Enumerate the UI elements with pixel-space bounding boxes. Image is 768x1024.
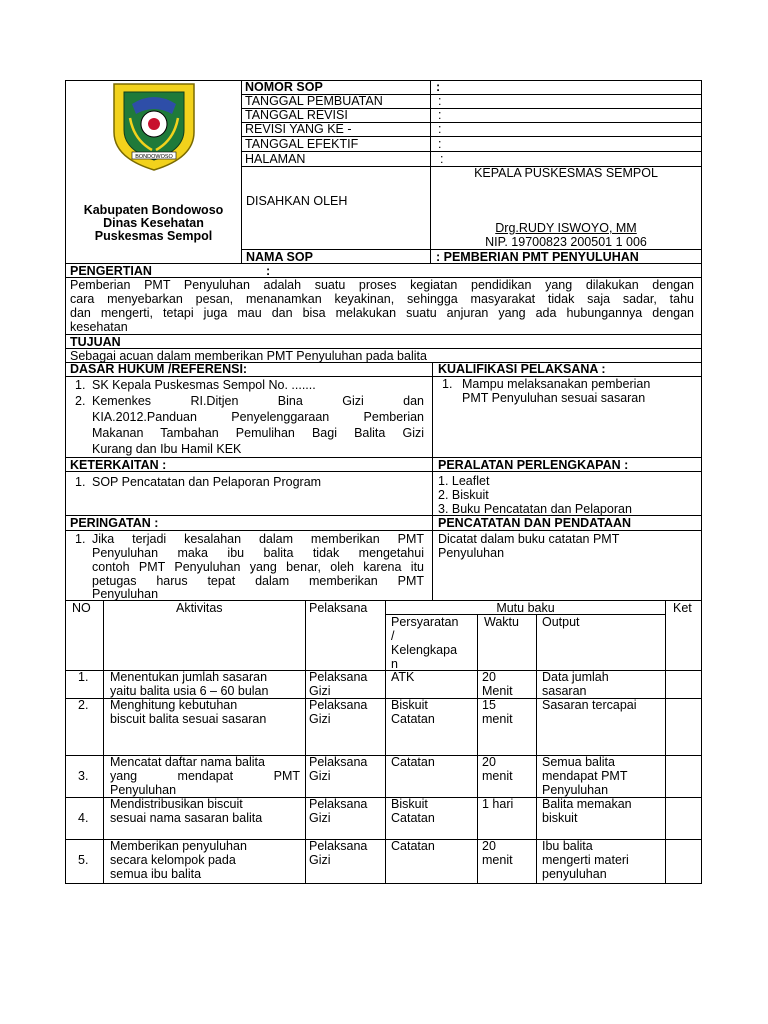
cell-aktivitas: Mencatat daftar nama balita [110, 755, 265, 769]
field-value-halaman: : [440, 152, 444, 166]
th-output: Output [542, 615, 580, 629]
cell-aktivitas: semua ibu balita [110, 867, 202, 881]
th-waktu: Waktu [484, 615, 519, 629]
cell-pelaksana: Gizi [309, 712, 331, 726]
cell-pelaksana: Gizi [309, 769, 331, 783]
kualifikasi-title: KUALIFIKASI PELAKSANA : [438, 362, 606, 376]
cell-no: 4. [78, 811, 89, 825]
cell-output: mendapat PMT [542, 769, 628, 783]
dasar-hukum-item-line: Makanan Tambahan Pemulihan Bagi Balita Gizi [92, 426, 424, 440]
th-aktivitas: Aktivitas [176, 601, 223, 615]
cell-persyaratan: Catatan [391, 811, 435, 825]
th-persyaratan: n [391, 657, 398, 671]
dasar-hukum-item-line: KIA.2012.Panduan Penyelenggaraan Pemberian [92, 410, 424, 424]
th-no: NO [72, 601, 91, 615]
field-label-tanggal-revisi: TANGGAL REVISI [245, 108, 348, 122]
th-persyaratan: Kelengkapa [391, 643, 458, 657]
pengertian-line: Pemberian PMT Penyuluhan adalah suatu proses kegiatan pendidikan yang dilakukan dengan [70, 278, 694, 292]
cell-aktivitas: biscuit balita sesuai sasaran [110, 712, 267, 726]
agency-unit: Puskesmas Sempol [94, 229, 213, 243]
pencatatan-line: Penyuluhan [438, 546, 505, 560]
field-value-revisi-ke: : [438, 122, 442, 136]
pengertian-line: kesehatan [70, 320, 128, 334]
kualifikasi-item-line: Mampu melaksanakan pemberian [462, 377, 651, 391]
cell-pelaksana: Gizi [309, 853, 331, 867]
dasar-hukum-item: SK Kepala Puskesmas Sempol No. ....... [92, 378, 316, 392]
sop-name-label: NAMA SOP [246, 250, 313, 264]
cell-pelaksana: Pelaksana [309, 797, 368, 811]
cell-persyaratan: Catatan [391, 755, 435, 769]
cell-output: Penyuluhan [542, 783, 609, 797]
cell-output: Sasaran tercapai [542, 698, 637, 712]
cell-aktivitas: Menentukan jumlah sasaran [110, 670, 268, 684]
field-value-tanggal-revisi: : [438, 108, 442, 122]
field-label-tanggal-pembuatan: TANGGAL PEMBUATAN [245, 94, 383, 108]
cell-output: Semua balita [542, 755, 615, 769]
field-value-nomor-sop: : [436, 80, 441, 94]
dasar-hukum-item-line: Kemenkes RI.Ditjen Bina Gizi dan [92, 394, 424, 408]
approver-name: Drg.RUDY ISWOYO, MM [495, 221, 637, 235]
cell-waktu: menit [482, 712, 513, 726]
cell-output: Data jumlah [542, 670, 609, 684]
approved-by-label: DISAHKAN OLEH [246, 194, 348, 208]
pencatatan-line: Dicatat dalam buku catatan PMT [438, 532, 620, 546]
cell-aktivitas: yang mendapat PMT [110, 769, 300, 783]
kualifikasi-item-line: PMT Penyuluhan sesuai sasaran [462, 391, 646, 405]
cell-aktivitas: Memberikan penyuluhan [110, 839, 247, 853]
pengertian-colon: : [266, 264, 271, 278]
cell-waktu: 20 [482, 755, 496, 769]
field-label-tanggal-efektif: TANGGAL EFEKTIF [245, 137, 359, 151]
dasar-hukum-num: 2. [75, 394, 86, 408]
bondowoso-logo [104, 74, 204, 174]
table-col-line [103, 600, 104, 884]
field-label-halaman: HALAMAN [245, 152, 306, 166]
approver-nip: NIP. 19700823 200501 1 006 [485, 235, 647, 249]
cell-pelaksana: Gizi [309, 811, 331, 825]
approver-title: KEPALA PUSKESMAS SEMPOL [474, 166, 658, 180]
cell-output: Balita memakan [542, 797, 632, 811]
peringatan-line: petugas harus tepat dalam memberikan PMT [92, 574, 424, 588]
field-value-tanggal-efektif: : [438, 137, 442, 151]
cell-waktu: Menit [482, 684, 513, 698]
cell-aktivitas: secara kelompok pada [110, 853, 236, 867]
cell-waktu: 20 [482, 839, 496, 853]
logo-caption: BONDOWOSO [135, 154, 173, 160]
peringatan-title: PERINGATAN : [70, 516, 159, 530]
cell-aktivitas: yaitu balita usia 6 – 60 bulan [110, 684, 269, 698]
pengertian-line: cara menyebarkan pesan, menanamkan keyakinan, sehingga masyarakat tidak saja sadar, tahu [70, 292, 694, 306]
kualifikasi-num: 1. [442, 377, 453, 391]
cell-persyaratan: Biskuit [391, 797, 428, 811]
peringatan-line: contoh PMT Penyuluhan yang benar, oleh karena itu [92, 560, 424, 574]
table-col-line [477, 614, 478, 884]
th-persyaratan: Persyaratan [391, 615, 459, 629]
dasar-hukum-num: 1. [75, 378, 86, 392]
cell-aktivitas: Mendistribusikan biscuit [110, 797, 243, 811]
field-label-nomor-sop: NOMOR SOP [245, 80, 323, 94]
keterkaitan-title: KETERKAITAN : [70, 458, 167, 472]
pengertian-title: PENGERTIAN [70, 264, 152, 278]
tujuan-title: TUJUAN [70, 335, 121, 349]
cell-waktu: 20 [482, 670, 496, 684]
peringatan-num: 1. [75, 532, 86, 546]
cell-aktivitas: sesuai nama sasaran balita [110, 811, 263, 825]
cell-persyaratan: Catatan [391, 839, 435, 853]
cell-no: 5. [78, 853, 89, 867]
peringatan-line: Penyuluhan maka ibu balita tidak mengetahui [92, 546, 424, 560]
cell-pelaksana: Gizi [309, 684, 331, 698]
agency-department: Dinas Kesehatan [103, 216, 204, 230]
peringatan-line: Penyuluhan [92, 587, 159, 601]
cell-persyaratan: ATK [391, 670, 415, 684]
border-right [701, 80, 702, 884]
cell-no: 1. [78, 670, 89, 684]
agency-name: Kabupaten Bondowoso [83, 203, 224, 217]
pengertian-line: dan mengerti, tetapi juga mau dan bisa melakukan suatu anjuran yang ada hubungannya dengan [70, 306, 694, 320]
cell-waktu: 1 hari [482, 797, 514, 811]
table-col-line [385, 600, 386, 884]
cell-no: 3. [78, 769, 89, 783]
pencatatan-title: PENCATATAN DAN PENDATAAN [438, 516, 632, 530]
header-row-line [241, 151, 702, 152]
dasar-hukum-title: DASAR HUKUM /REFERENSI: [70, 362, 248, 376]
cell-waktu: menit [482, 769, 513, 783]
section-line [65, 530, 702, 531]
field-value-tanggal-pembuatan: : [438, 94, 442, 108]
cell-aktivitas: Penyuluhan [110, 783, 177, 797]
cell-output: penyuluhan [542, 867, 607, 881]
th-pelaksana: Pelaksana [309, 601, 368, 615]
table-col-line [536, 614, 537, 884]
table-col-line [305, 600, 306, 884]
keterkaitan-num: 1. [75, 475, 86, 489]
peringatan-line: Jika terjadi kesalahan dalam memberikan PMT [92, 532, 424, 546]
cell-persyaratan: Catatan [391, 712, 435, 726]
cell-pelaksana: Pelaksana [309, 839, 368, 853]
cell-waktu: menit [482, 853, 513, 867]
cell-pelaksana: Pelaksana [309, 755, 368, 769]
cell-output: sasaran [542, 684, 587, 698]
peralatan-item: 3. Buku Pencatatan dan Pelaporan [438, 502, 632, 516]
cell-output: Ibu balita [542, 839, 593, 853]
cell-output: mengerti materi [542, 853, 629, 867]
cell-aktivitas: Menghitung kebutuhan [110, 698, 238, 712]
th-ket: Ket [673, 601, 692, 615]
tujuan-text: Sebagai acuan dalam memberikan PMT Penyuluhan pada balita [70, 349, 427, 363]
table-col-line [665, 600, 666, 884]
cell-persyaratan: Biskuit [391, 698, 428, 712]
cell-output: biskuit [542, 811, 578, 825]
cell-pelaksana: Pelaksana [309, 698, 368, 712]
cell-pelaksana: Pelaksana [309, 670, 368, 684]
th-persyaratan: / [391, 629, 395, 643]
peralatan-item: 2. Biskuit [438, 488, 489, 502]
peralatan-item: 1. Leaflet [438, 474, 490, 488]
cell-waktu: 15 [482, 698, 496, 712]
dasar-hukum-item-line: Kurang dan Ibu Hamil KEK [92, 442, 242, 456]
section-line [65, 334, 702, 335]
section-divider [432, 362, 433, 601]
border-left [65, 80, 66, 884]
keterkaitan-item: SOP Pencatatan dan Pelaporan Program [92, 475, 322, 489]
peralatan-title: PERALATAN PERLENGKAPAN : [438, 458, 629, 472]
border-bottom [65, 883, 702, 884]
th-mutu-baku: Mutu baku [496, 601, 555, 615]
field-label-revisi-ke: REVISI YANG KE - [245, 122, 352, 136]
sop-name-value: : PEMBERIAN PMT PENYULUHAN [436, 250, 639, 264]
cell-no: 2. [78, 698, 89, 712]
